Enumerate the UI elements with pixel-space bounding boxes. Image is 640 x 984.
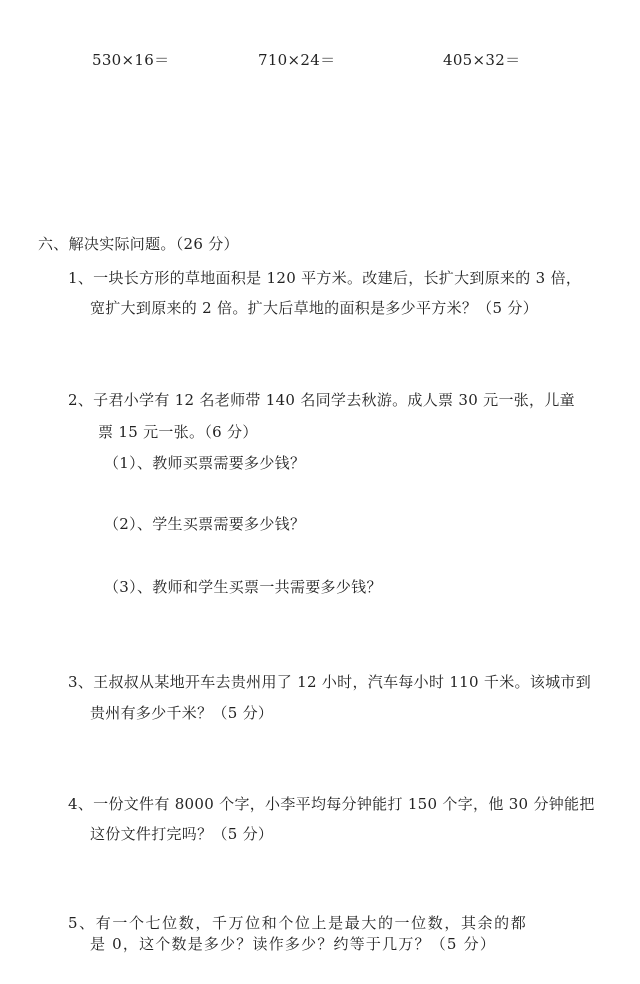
problem-2-subquestion-3: （3）、教师和学生买票一共需要多少钱？ — [104, 578, 382, 596]
problem-2-subquestion-2: （2）、学生买票需要多少钱？ — [104, 515, 306, 533]
calc-expression-1: 530×16＝ — [92, 51, 170, 69]
section-heading: 六、解决实际问题。（26 分） — [38, 235, 239, 253]
problem-2-line-2: 票 15 元一张。（6 分） — [98, 423, 258, 441]
problem-3-line-1: 3、王叔叔从某地开车去贵州用了 12 小时，汽车每小时 110 千米。该城市到 — [68, 673, 592, 691]
problem-4-line-2: 这份文件打完吗？（5 分） — [90, 825, 274, 843]
calc-expression-3: 405×32＝ — [443, 51, 521, 69]
problem-3-line-2: 贵州有多少千米？（5 分） — [90, 704, 274, 722]
problem-2-subquestion-1: （1）、教师买票需要多少钱？ — [104, 454, 306, 472]
problem-5-line-1: 5、有一个七位数，千万位和个位上是最大的一位数，其余的都 — [68, 914, 528, 932]
problem-5-line-2: 是 0，这个数是多少？读作多少？约等于几万？（5 分） — [90, 935, 497, 953]
calc-expression-2: 710×24＝ — [258, 51, 336, 69]
problem-1-line-1: 1、一块长方形的草地面积是 120 平方米。改建后，长扩大到原来的 3 倍， — [68, 269, 582, 287]
problem-1-line-2: 宽扩大到原来的 2 倍。扩大后草地的面积是多少平方米？（5 分） — [90, 299, 538, 317]
problem-2-line-1: 2、子君小学有 12 名老师带 140 名同学去秋游。成人票 30 元一张，儿童 — [68, 391, 575, 409]
problem-4-line-1: 4、一份文件有 8000 个字，小李平均每分钟能打 150 个字，他 30 分钟能把 — [68, 795, 595, 813]
